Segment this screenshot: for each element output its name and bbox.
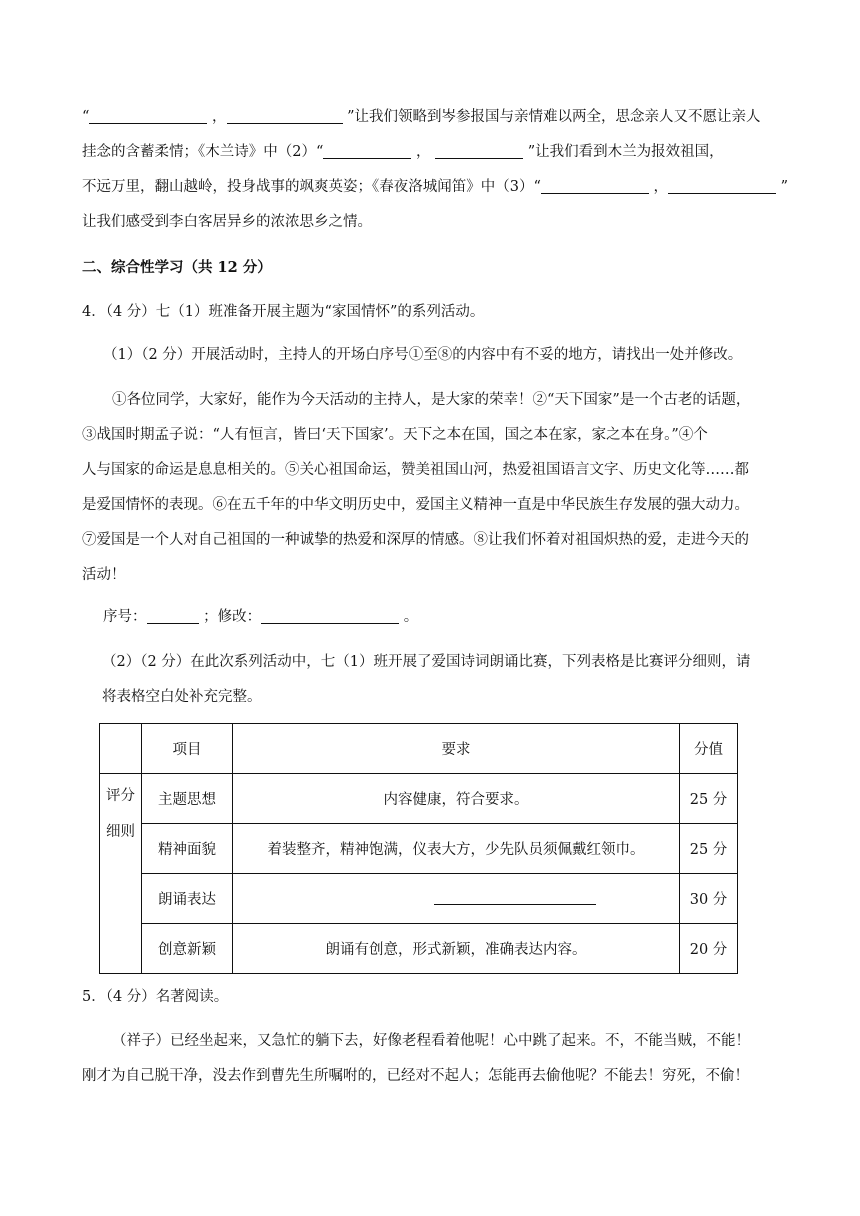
answer-blank[interactable] [227,106,343,124]
q3-line-3: 不远万里，翻山越岭，投身战事的飒爽英姿；《春夜洛城闻笛》中（3）“ ， ” [82,170,782,205]
header-requirement: 要求 [233,724,680,774]
header-score: 分值 [680,724,738,774]
table-cell-item: 朗诵表达 [142,874,233,924]
q4-answer-line: 序号： ；修改： 。 [103,600,803,635]
q4-sub1: （1）（2 分）开展活动时，主持人的开场白序号①至⑧的内容中有不妥的地方，请找出一处并修改。 [103,347,743,363]
q3-line-2: 挂念的含蓄柔情；《木兰诗》中（2）“ ， ”让我们看到木兰为报效祖国， [82,135,782,170]
table-cell-requirement: 朗诵有创意，形式新颖，准确表达内容。 [233,924,680,974]
table-cell-requirement-blank [233,874,680,924]
header-item: 项目 [142,724,233,774]
q4-sub2: （2）（2 分）在此次系列活动中，七（1）班开展了爱国诗词朗诵比赛，下列表格是比赛评分细则，请 将表格空白处补充完整。 [102,654,751,705]
answer-blank[interactable] [323,141,411,159]
answer-blank[interactable] [89,106,207,124]
passage-line: 是爱国情怀的表现。⑥在五千年的中华文明历史中，爱国主义精神一直是中华民族生存发展的强大动力。 [82,497,749,513]
answer-blank[interactable] [435,141,523,159]
q3-line-1: “ ， ”让我们领略到岑参报国与亲情难以两全，思念亲人又不愿让亲人 [82,100,782,135]
table-cell-score: 30 分 [680,874,738,924]
table-row [100,874,738,924]
passage-line: ①各位同学，大家好，能作为今天活动的主持人，是大家的荣幸！②“天下国家”是一个古老的话题， [112,392,751,408]
q3-line-4: 让我们感受到李白客居异乡的浓浓思乡之情。 [82,214,372,230]
passage-line: ③战国时期孟子说：“人有恒言，皆曰‘天下国家’。天下之本在国，国之本在家，家之本在身。”④个 [82,427,708,443]
revision-blank[interactable] [261,606,399,624]
table-header-row [100,724,738,774]
answer-blank[interactable] [668,176,776,194]
table-cell-requirement: 内容健康，符合要求。 [233,774,680,824]
table-cell-item: 精神面貌 [142,824,233,874]
table-cell-score: 25 分 [680,774,738,824]
section-heading: 二、综合性学习（共 12 分） [82,259,272,276]
table-cell-item: 创意新颖 [142,924,233,974]
q3-fill-in-paragraph [82,100,789,240]
table-row [100,924,738,974]
table-cell-requirement: 着装整齐，精神饱满，仪表大方，少先队员须佩戴红领巾。 [233,824,680,874]
table-corner-cell [100,724,142,774]
q5-passage: （祥子）已经坐起来，又急忙的躺下去，好像老程看着他呢！心中跳了起来。不，不能当贼，不能！ 刚才为自己脱干净，没去作到曹先生所嘱咐的，已经对不起人；怎能再去偷他呢？不能去！穷死，不偷！ [82,1033,750,1084]
row-group-label: 评分 细则 [100,774,142,974]
q4-passage [82,383,782,593]
table-cell-item: 主题思想 [142,774,233,824]
sequence-blank[interactable] [147,606,199,624]
passage-line: 活动！ [82,567,126,583]
answer-blank[interactable] [434,888,596,905]
q4-stem: 4．（4 分）七（1）班准备开展主题为“家国情怀”的系列活动。 [82,304,485,320]
table-cell-score: 25 分 [680,824,738,874]
table-row [100,774,738,824]
table-row [100,824,738,874]
answer-blank[interactable] [541,176,649,194]
scoring-table [99,723,738,974]
passage-line: ⑦爱国是一个人对自己祖国的一种诚挚的热爱和深厚的情感。⑧让我们怀着对祖国炽热的爱，走进今天的 [82,532,749,548]
passage-line: 人与国家的命运是息息相关的。⑤关心祖国命运，赞美祖国山河，热爱祖国语言文字、历史文化等……都 [82,462,749,478]
q5-stem: 5．（4 分）名著阅读。 [82,989,229,1005]
table-cell-score: 20 分 [680,924,738,974]
